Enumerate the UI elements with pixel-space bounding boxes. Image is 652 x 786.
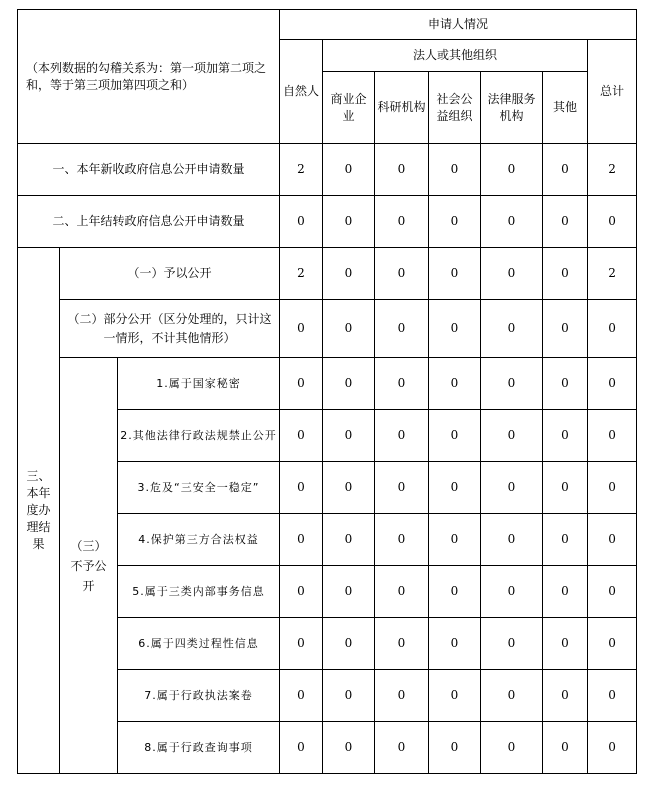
cell-value: 0 [481,566,543,618]
cell-value: 0 [543,410,588,462]
applicant-header: 申请人情况 [280,10,637,40]
cell-value: 0 [280,358,323,410]
cell-value: 2 [588,248,637,300]
cell-value: 0 [481,196,543,248]
cell-value: 0 [375,358,429,410]
cell-value: 0 [323,300,375,358]
cell-value: 0 [375,248,429,300]
cell-value: 0 [323,618,375,670]
cell-value: 0 [429,144,481,196]
cell-value: 0 [481,410,543,462]
cell-value: 0 [323,196,375,248]
table-row [18,196,637,248]
cell-value: 0 [280,462,323,514]
cell-value: 0 [429,566,481,618]
cell-value: 0 [375,462,429,514]
cell-value: 0 [588,410,637,462]
cell-value: 0 [543,514,588,566]
cell-value: 0 [375,196,429,248]
cell-value: 0 [375,144,429,196]
cell-value: 0 [481,618,543,670]
row-label: 5.属于三类内部事务信息 [118,566,280,618]
cell-value: 0 [280,196,323,248]
cell-value: 0 [588,462,637,514]
cell-value: 0 [280,670,323,722]
cell-value: 0 [280,722,323,774]
cell-value: 0 [543,248,588,300]
cell-value: 0 [429,248,481,300]
cell-value: 0 [323,722,375,774]
cell-value: 0 [588,618,637,670]
cell-value: 0 [375,618,429,670]
cell-value: 0 [323,144,375,196]
row-label: 2.其他法律行政法规禁止公开 [118,410,280,462]
cell-value: 0 [323,410,375,462]
total-header: 总计 [588,40,637,144]
natural-person-header: 自然人 [280,40,323,144]
sub-header: 社会公益组织 [429,72,481,144]
cell-value: 0 [323,248,375,300]
cell-value: 0 [429,722,481,774]
sub-header: 其他 [543,72,588,144]
disclosure-stats-table [17,9,637,774]
row-label: 7.属于行政执法案卷 [118,670,280,722]
table-row [18,358,637,410]
row-label: 二、上年结转政府信息公开申请数量 [18,196,280,248]
cell-value: 0 [588,514,637,566]
cell-value: 0 [543,144,588,196]
cell-value: 0 [429,462,481,514]
cell-value: 0 [280,566,323,618]
cell-value: 0 [481,358,543,410]
sub-header: 法律服务机构 [481,72,543,144]
cell-value: 0 [543,722,588,774]
row-label: 8.属于行政查询事项 [118,722,280,774]
cell-value: 0 [543,300,588,358]
cell-value: 0 [280,300,323,358]
row-label: （二）部分公开（区分处理的，只计这一情形，不计其他情形） [60,300,280,358]
cell-value: 0 [481,300,543,358]
cell-value: 0 [429,300,481,358]
cell-value: 0 [543,566,588,618]
cell-value: 0 [323,462,375,514]
cell-value: 0 [481,514,543,566]
cell-value: 0 [481,462,543,514]
cell-value: 0 [375,566,429,618]
cell-value: 2 [588,144,637,196]
cell-value: 0 [481,248,543,300]
row-label: 一、本年新收政府信息公开申请数量 [18,144,280,196]
cell-value: 0 [429,514,481,566]
row-label: （一）予以公开 [60,248,280,300]
row-label: 4.保护第三方合法权益 [118,514,280,566]
cell-value: 0 [280,410,323,462]
relation-note: （本列数据的勾稽关系为：第一项加第二项之和，等于第三项加第四项之和） [18,10,280,144]
sub-header: 科研机构 [375,72,429,144]
table-row [18,300,637,358]
cell-value: 0 [588,196,637,248]
cell-value: 0 [481,670,543,722]
cell-value: 2 [280,144,323,196]
cell-value: 0 [375,670,429,722]
sub-header: 商业企业 [323,72,375,144]
cell-value: 0 [375,514,429,566]
table-row [18,144,637,196]
cell-value: 0 [323,358,375,410]
cell-value: 0 [429,410,481,462]
cell-value: 0 [375,722,429,774]
cell-value: 0 [543,358,588,410]
cell-value: 0 [323,566,375,618]
cell-value: 0 [588,722,637,774]
cell-value: 0 [429,196,481,248]
cell-value: 0 [323,670,375,722]
cell-value: 0 [543,618,588,670]
cell-value: 0 [280,514,323,566]
cell-value: 0 [481,144,543,196]
cell-value: 0 [429,358,481,410]
row-label: 6.属于四类过程性信息 [118,618,280,670]
cell-value: 0 [323,514,375,566]
cell-value: 0 [588,358,637,410]
cell-value: 0 [543,670,588,722]
cell-value: 0 [481,722,543,774]
cell-value: 0 [429,618,481,670]
cell-value: 0 [280,618,323,670]
cell-value: 0 [588,300,637,358]
row-label: 1.属于国家秘密 [118,358,280,410]
cell-value: 0 [588,566,637,618]
section-three-label: 三、本年度办理结果 [18,248,60,774]
table-row [18,248,637,300]
cell-value: 0 [543,462,588,514]
cell-value: 0 [375,300,429,358]
row-label: 3.危及“三安全一稳定” [118,462,280,514]
cell-value: 0 [543,196,588,248]
cell-value: 0 [375,410,429,462]
cell-value: 0 [429,670,481,722]
cell-value: 0 [588,670,637,722]
legal-group-header: 法人或其他组织 [323,40,588,72]
cell-value: 2 [280,248,323,300]
withheld-group-label: （三）不予公开 [60,358,118,774]
